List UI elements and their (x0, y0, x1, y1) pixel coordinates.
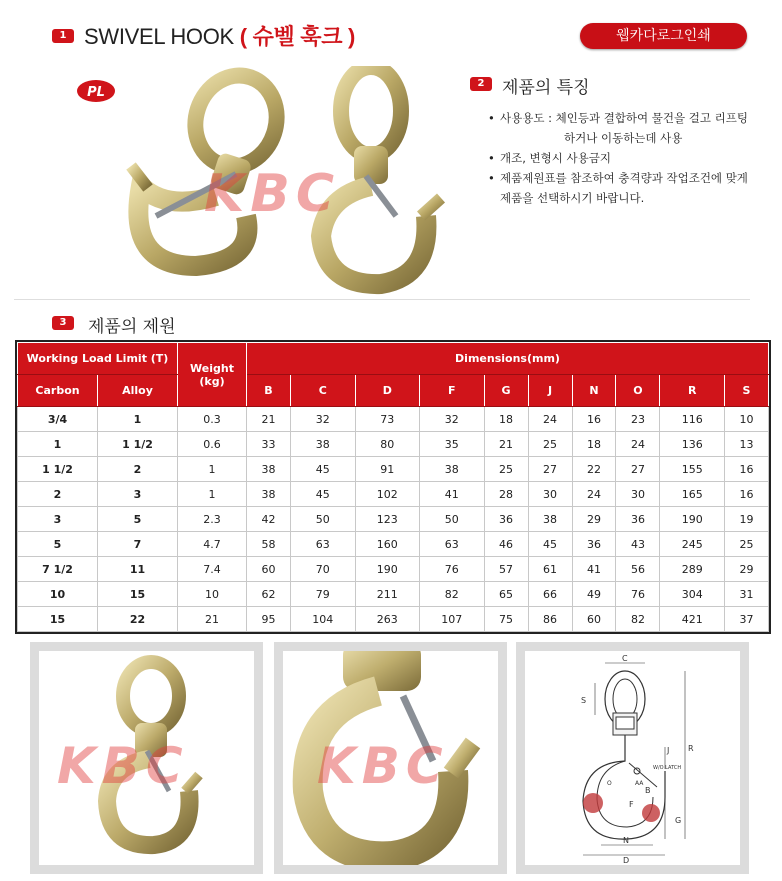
table-cell: 11 (98, 557, 178, 582)
table-row (18, 432, 769, 457)
title-english: SWIVEL HOOK (84, 24, 234, 49)
table-cell: 4.7 (178, 532, 247, 557)
table-cell: 190 (355, 557, 420, 582)
table-cell: 25 (528, 432, 572, 457)
table-cell: 10 (178, 582, 247, 607)
table-cell: 2 (18, 482, 98, 507)
table-row (18, 457, 769, 482)
header-dim-f: F (420, 375, 485, 407)
table-cell: 0.3 (178, 407, 247, 432)
table-cell: 37 (724, 607, 768, 632)
section-number-badge: 1 (52, 29, 74, 43)
table-cell: 36 (616, 507, 660, 532)
table-row (18, 507, 769, 532)
table-cell: 29 (724, 557, 768, 582)
table-cell: 41 (420, 482, 485, 507)
table-cell: 19 (724, 507, 768, 532)
table-cell: 5 (98, 507, 178, 532)
table-cell: 32 (420, 407, 485, 432)
header-dim-c: C (290, 375, 355, 407)
header-dim-n: N (572, 375, 616, 407)
table-cell: 45 (528, 532, 572, 557)
table-cell: 245 (660, 532, 725, 557)
table-cell: 15 (18, 607, 98, 632)
feature-text: 제품을 선택하시기 바랍니다. (500, 191, 645, 205)
table-cell: 13 (724, 432, 768, 457)
spec-table (17, 342, 769, 632)
table-cell: 73 (355, 407, 420, 432)
table-cell: 41 (572, 557, 616, 582)
kbc-watermark: KBC (317, 737, 449, 795)
dim-label-n: N (623, 836, 629, 845)
table-cell: 28 (484, 482, 528, 507)
table-cell: 60 (572, 607, 616, 632)
table-row (18, 482, 769, 507)
dim-label-o: O (607, 780, 612, 787)
title-korean: ( 슈벨 훅크 ) (239, 24, 356, 49)
table-cell: 0.6 (178, 432, 247, 457)
table-cell: 76 (616, 582, 660, 607)
section-number-badge: 3 (52, 316, 74, 330)
table-cell: 24 (572, 482, 616, 507)
table-cell: 30 (528, 482, 572, 507)
spec-table-body (18, 407, 769, 632)
pl-badge-text: PL (87, 85, 105, 100)
dim-label-latch: W/O LATCH (653, 765, 682, 771)
header-dim-d: D (355, 375, 420, 407)
table-cell: 2.3 (178, 507, 247, 532)
table-cell: 36 (484, 507, 528, 532)
table-cell: 49 (572, 582, 616, 607)
table-row (18, 582, 769, 607)
table-cell: 160 (355, 532, 420, 557)
table-cell: 107 (420, 607, 485, 632)
feature-item (486, 168, 776, 208)
header-weight: Weight (kg) (178, 343, 247, 407)
table-cell: 29 (572, 507, 616, 532)
feature-text: • 사용용도 : 체인등과 결합하여 물건을 걸고 리프팅 (500, 111, 748, 125)
table-cell: 1 1/2 (18, 457, 98, 482)
photo-frame-closeup (274, 642, 507, 874)
header-working-load: Working Load Limit (T) (18, 343, 178, 375)
table-cell: 63 (420, 532, 485, 557)
dim-label-f: F (629, 800, 634, 809)
table-cell: 38 (247, 457, 291, 482)
table-cell: 61 (528, 557, 572, 582)
section-divider (14, 299, 750, 300)
table-cell: 190 (660, 507, 725, 532)
table-cell: 16 (724, 457, 768, 482)
table-cell: 1 (18, 432, 98, 457)
table-cell: 7.4 (178, 557, 247, 582)
table-cell: 421 (660, 607, 725, 632)
table-cell: 155 (660, 457, 725, 482)
table-cell: 24 (616, 432, 660, 457)
table-cell: 1 (98, 407, 178, 432)
table-cell: 16 (572, 407, 616, 432)
kbc-watermark: KBC (204, 164, 341, 224)
table-cell: 102 (355, 482, 420, 507)
header-dimensions: Dimensions(mm) (247, 343, 769, 375)
table-cell: 60 (247, 557, 291, 582)
table-cell: 62 (247, 582, 291, 607)
table-cell: 43 (616, 532, 660, 557)
table-cell: 165 (660, 482, 725, 507)
table-cell: 30 (616, 482, 660, 507)
table-cell: 82 (420, 582, 485, 607)
product-photo-main (76, 66, 476, 300)
table-cell: 25 (724, 532, 768, 557)
dimension-diagram (525, 651, 740, 865)
table-cell: 82 (616, 607, 660, 632)
table-cell: 75 (484, 607, 528, 632)
table-cell: 33 (247, 432, 291, 457)
table-cell: 38 (247, 482, 291, 507)
specs-title: 제품의 제원 (88, 317, 176, 337)
table-row (18, 407, 769, 432)
table-cell: 211 (355, 582, 420, 607)
table-cell: 42 (247, 507, 291, 532)
table-cell: 3 (18, 507, 98, 532)
dim-label-r: R (688, 744, 694, 753)
web-catalog-print-button[interactable]: 웹카다로그인쇄 (580, 23, 747, 49)
header-dim-j: J (528, 375, 572, 407)
dim-label-s: S (581, 696, 587, 705)
table-cell: 123 (355, 507, 420, 532)
feature-item (486, 108, 776, 148)
table-cell: 104 (290, 607, 355, 632)
table-cell: 22 (572, 457, 616, 482)
table-cell: 45 (290, 482, 355, 507)
table-cell: 95 (247, 607, 291, 632)
table-cell: 32 (290, 407, 355, 432)
table-cell: 36 (572, 532, 616, 557)
table-row (18, 607, 769, 632)
page-title (84, 20, 355, 51)
table-cell: 21 (484, 432, 528, 457)
table-cell: 10 (724, 407, 768, 432)
table-row (18, 532, 769, 557)
table-cell: 116 (660, 407, 725, 432)
table-cell: 35 (420, 432, 485, 457)
table-cell: 18 (572, 432, 616, 457)
table-cell: 18 (484, 407, 528, 432)
table-cell: 79 (290, 582, 355, 607)
table-row (18, 557, 769, 582)
dim-label-c: C (622, 654, 628, 663)
table-cell: 3/4 (18, 407, 98, 432)
table-cell: 45 (290, 457, 355, 482)
table-cell: 15 (98, 582, 178, 607)
table-cell: 1 (178, 457, 247, 482)
photo-frame-front (30, 642, 263, 874)
table-cell: 27 (616, 457, 660, 482)
table-cell: 1 (178, 482, 247, 507)
table-cell: 80 (355, 432, 420, 457)
table-cell: 16 (724, 482, 768, 507)
table-cell: 3 (98, 482, 178, 507)
table-cell: 5 (18, 532, 98, 557)
table-cell: 21 (247, 407, 291, 432)
table-cell: 86 (528, 607, 572, 632)
table-cell: 7 1/2 (18, 557, 98, 582)
table-cell: 23 (616, 407, 660, 432)
header-carbon: Carbon (18, 375, 98, 407)
features-list (486, 108, 776, 208)
dim-label-j: J (667, 746, 670, 755)
header-dim-s: S (724, 375, 768, 407)
header-dim-r: R (660, 375, 725, 407)
table-cell: 65 (484, 582, 528, 607)
feature-text: 하거나 이동하는데 사용 (564, 131, 683, 145)
photo-frame-diagram (516, 642, 749, 874)
table-cell: 38 (420, 457, 485, 482)
features-title: 제품의 특징 (502, 78, 590, 98)
table-cell: 66 (528, 582, 572, 607)
table-cell: 38 (528, 507, 572, 532)
dim-label-g: G (675, 816, 682, 825)
kbc-watermark: KBC (57, 737, 189, 795)
table-cell: 289 (660, 557, 725, 582)
header-alloy: Alloy (98, 375, 178, 407)
dim-label-d: D (623, 856, 630, 865)
dim-label-b: B (645, 786, 651, 795)
table-cell: 25 (484, 457, 528, 482)
table-cell: 24 (528, 407, 572, 432)
table-cell: 136 (660, 432, 725, 457)
table-cell: 7 (98, 532, 178, 557)
dim-label-aa: AA (635, 780, 644, 787)
table-cell: 56 (616, 557, 660, 582)
table-cell: 2 (98, 457, 178, 482)
section-number-badge: 2 (470, 77, 492, 91)
table-cell: 1 1/2 (98, 432, 178, 457)
table-cell: 91 (355, 457, 420, 482)
table-cell: 21 (178, 607, 247, 632)
feature-text: • 개조, 변형시 사용금지 (500, 151, 611, 165)
table-cell: 263 (355, 607, 420, 632)
table-cell: 10 (18, 582, 98, 607)
table-cell: 76 (420, 557, 485, 582)
header-dim-g: G (484, 375, 528, 407)
table-cell: 27 (528, 457, 572, 482)
table-cell: 50 (420, 507, 485, 532)
table-cell: 57 (484, 557, 528, 582)
table-cell: 63 (290, 532, 355, 557)
table-cell: 304 (660, 582, 725, 607)
table-cell: 22 (98, 607, 178, 632)
feature-text: • 제품제원표를 참조하여 충격량과 작업조건에 맞게 (500, 171, 748, 185)
table-cell: 38 (290, 432, 355, 457)
table-cell: 50 (290, 507, 355, 532)
table-cell: 70 (290, 557, 355, 582)
header-dim-o: O (616, 375, 660, 407)
table-cell: 31 (724, 582, 768, 607)
table-cell: 58 (247, 532, 291, 557)
table-cell: 46 (484, 532, 528, 557)
feature-item (486, 148, 776, 168)
header-dim-b: B (247, 375, 291, 407)
